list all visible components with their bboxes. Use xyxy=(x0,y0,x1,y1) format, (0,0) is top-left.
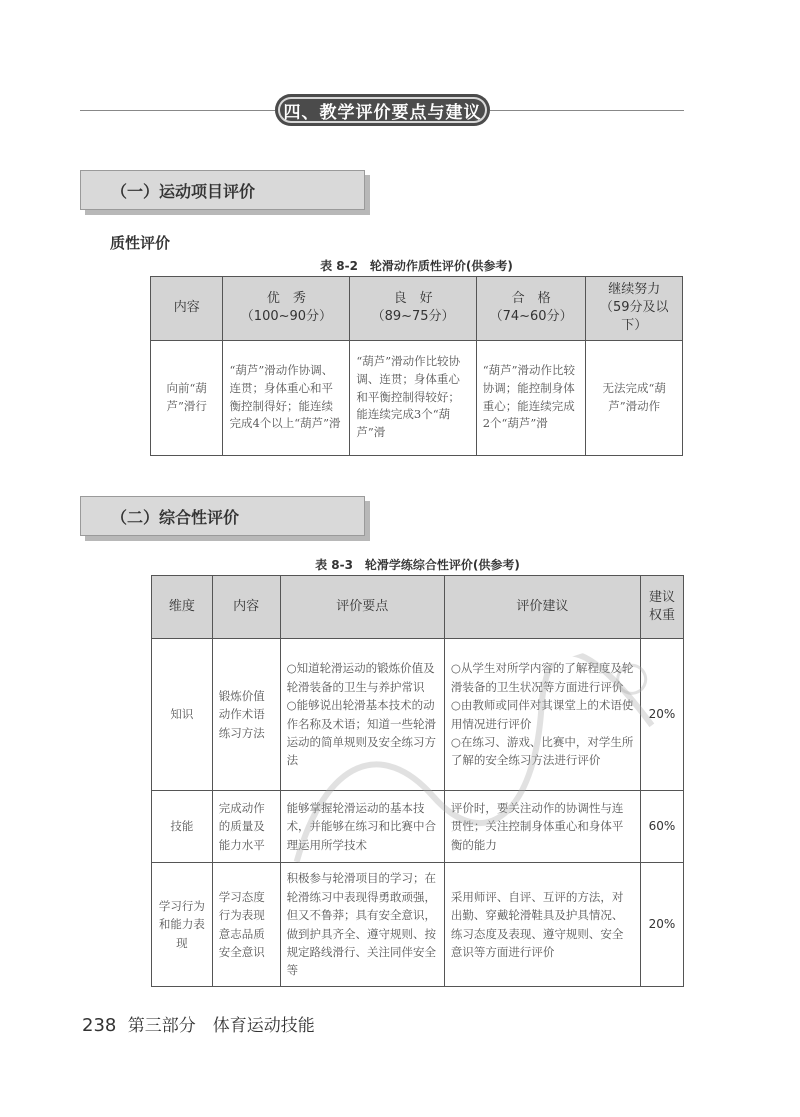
header-dimension: 维度 xyxy=(152,576,213,639)
header-improve: 继续努力 （59分及以下） xyxy=(586,277,683,341)
header-good: 良 好 （89~75分） xyxy=(350,277,476,341)
cell-excellent: “葫芦”滑动作协调、连贯；身体重心和平衡控制得好；能连续完成4个以上“葫芦”滑 xyxy=(223,340,350,455)
table-row xyxy=(152,863,684,987)
cell-good: “葫芦”滑动作比较协调、连贯；身体重心和平衡控制得较好；能连续完成3个“葫芦”滑 xyxy=(350,340,476,455)
table-8-3-caption: 表 8-3 轮滑学练综合性评价(供参考) xyxy=(315,558,520,572)
header-excellent: 优 秀 （100~90分） xyxy=(223,277,350,341)
cell-dimension: 知识 xyxy=(152,639,213,791)
table-row xyxy=(151,340,683,455)
cell-points: 能够掌握轮滑运动的基本技术，并能够在练习和比赛中合理运用所学技术 xyxy=(280,791,444,863)
cell-pass: “葫芦”滑动作比较协调；能控制身体重心；能连续完成2个“葫芦”滑 xyxy=(476,340,586,455)
table-header-row xyxy=(151,277,683,341)
cell-improve: 无法完成“葫芦”滑动作 xyxy=(586,340,683,455)
cell-suggestions: ○从学生对所学内容的了解程度及轮滑装备的卫生状况等方面进行评价 ○由教师或同伴对其课堂上的术语使用情况进行评价 ○在练习、游戏、比赛中，对学生所了解的安全练习方法进行评价 xyxy=(444,639,640,791)
page-number: 238 xyxy=(82,1015,117,1036)
footer-part-title: 第三部分 体育运动技能 xyxy=(127,1016,315,1036)
cell-content: 学习态度行为表现意志品质安全意识 xyxy=(212,863,280,987)
chapter-title: 四、教学评价要点与建议 xyxy=(275,94,490,126)
cell-content: 向前“葫芦”滑行 xyxy=(151,340,223,455)
subheading-qualitative: 质性评价 xyxy=(110,234,171,252)
cell-points: ○知道轮滑运动的锻炼价值及轮滑装备的卫生与养护常识 ○能够说出轮滑基本技术的动作名称及术语；知道一些轮滑运动的简单规则及安全练习方法 xyxy=(280,639,444,791)
table-8-2-caption: 表 8-2 轮滑动作质性评价(供参考) xyxy=(320,259,513,273)
cell-dimension: 学习行为和能力表现 xyxy=(152,863,213,987)
table-8-2 xyxy=(150,276,683,456)
cell-dimension: 技能 xyxy=(152,791,213,863)
header-suggestions: 评价建议 xyxy=(444,576,640,639)
header-content: 内容 xyxy=(212,576,280,639)
section-title-sport-evaluation: （一）运动项目评价 xyxy=(80,170,365,210)
cell-points: 积极参与轮滑项目的学习；在轮滑练习中表现得勇敢顽强，但又不鲁莽；具有安全意识，做到护具齐全、遵守规则、按规定路线滑行、关注同伴安全等 xyxy=(280,863,444,987)
cell-weight: 20% xyxy=(640,639,683,791)
cell-content: 完成动作的质量及能力水平 xyxy=(212,791,280,863)
header-pass: 合 格 （74~60分） xyxy=(476,277,586,341)
table-8-3 xyxy=(151,575,684,987)
header-content: 内容 xyxy=(151,277,223,341)
table-row xyxy=(152,791,684,863)
table-header-row xyxy=(152,576,684,639)
page-footer xyxy=(82,1011,315,1036)
cell-suggestions: 评价时，要关注动作的协调性与连贯性；关注控制身体重心和身体平衡的能力 xyxy=(444,791,640,863)
section-title-comprehensive-evaluation: （二）综合性评价 xyxy=(80,496,365,536)
table-row xyxy=(152,639,684,791)
header-points: 评价要点 xyxy=(280,576,444,639)
cell-content: 锻炼价值动作术语练习方法 xyxy=(212,639,280,791)
cell-suggestions: 采用师评、自评、互评的方法，对出勤、穿戴轮滑鞋具及护具情况、练习态度及表现、遵守规则、安全意识等方面进行评价 xyxy=(444,863,640,987)
cell-weight: 20% xyxy=(640,863,683,987)
cell-weight: 60% xyxy=(640,791,683,863)
header-weight: 建议 权重 xyxy=(640,576,683,639)
